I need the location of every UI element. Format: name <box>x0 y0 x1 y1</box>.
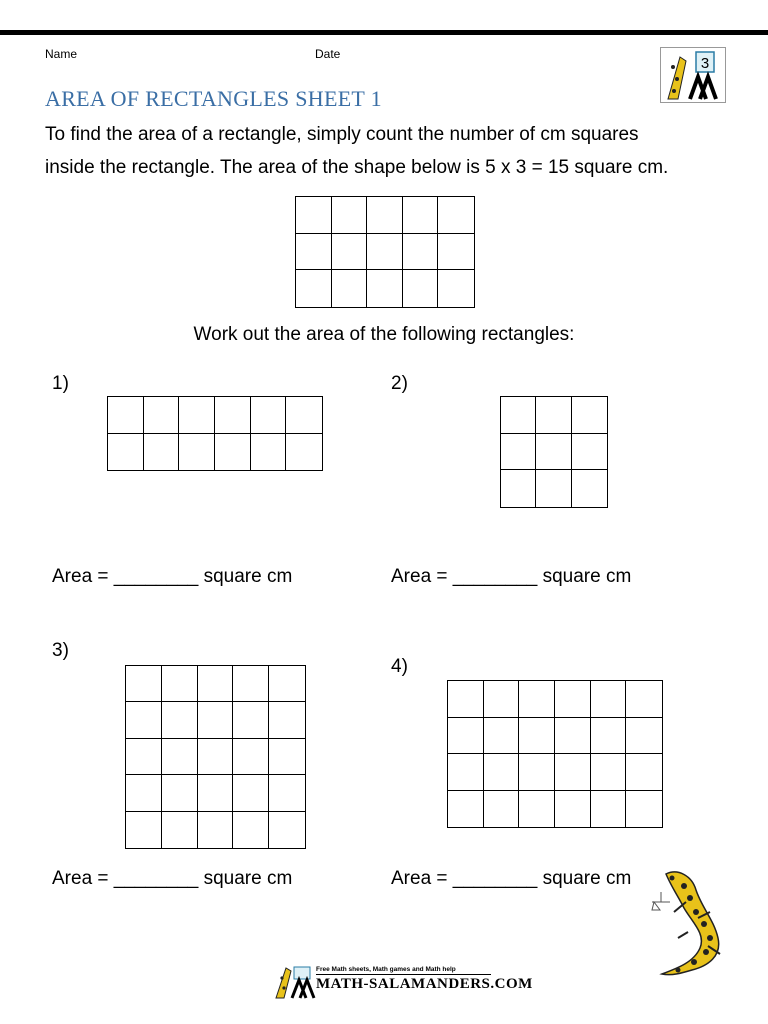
question-1-answer-line[interactable]: Area = ________ square cm <box>52 566 293 587</box>
instruction-text: Work out the area of the following rectangles: <box>193 324 575 345</box>
question-1-grid-cell <box>251 434 287 471</box>
question-1-grid-cell <box>108 397 144 434</box>
question-3-grid-cell <box>162 775 198 811</box>
question-2-grid-cell <box>501 397 536 434</box>
question-4-grid-cell <box>519 754 555 791</box>
date-label: Date <box>315 47 341 61</box>
question-3-grid-cell <box>269 775 305 811</box>
example-grid-cell <box>296 197 332 234</box>
question-1-grid-cell <box>251 397 287 434</box>
question-4-grid-cell <box>591 791 627 828</box>
question-3-grid-cell <box>162 739 198 775</box>
question-3-grid-cell <box>126 812 162 848</box>
question-4-grid-cell <box>448 754 484 791</box>
question-4-grid-cell <box>591 754 627 791</box>
question-3-number: 3) <box>52 640 69 661</box>
example-rectangle-grid <box>295 196 475 308</box>
question-4-grid-cell <box>484 754 520 791</box>
intro-line-1: To find the area of a rectangle, simply count the number of cm squares <box>45 124 639 145</box>
question-4-grid-cell <box>626 791 662 828</box>
question-4-grid-cell <box>591 681 627 718</box>
question-2-grid-cell <box>536 434 571 471</box>
question-4-grid-cell <box>519 791 555 828</box>
question-3-grid-cell <box>233 666 269 702</box>
footer-tagline: Free Math sheets, Math games and Math help <box>316 966 456 973</box>
question-4-grid-cell <box>484 791 520 828</box>
question-2-grid <box>500 396 608 508</box>
question-1-grid-cell <box>144 434 180 471</box>
question-2-grid-cell <box>501 434 536 471</box>
question-4-answer-line[interactable]: Area = ________ square cm <box>391 868 632 889</box>
question-3-grid-cell <box>126 739 162 775</box>
page-title: AREA OF RECTANGLES SHEET 1 <box>45 86 382 111</box>
example-grid-cell <box>296 270 332 307</box>
question-1-grid-cell <box>179 434 215 471</box>
question-4-grid-cell <box>555 681 591 718</box>
question-4-grid-cell <box>484 681 520 718</box>
example-grid-cell <box>438 270 474 307</box>
svg-text:3: 3 <box>700 55 710 72</box>
example-grid-cell <box>438 197 474 234</box>
question-3-answer-line[interactable]: Area = ________ square cm <box>52 868 293 889</box>
question-2-grid-cell <box>572 434 607 471</box>
example-grid-cell <box>367 234 403 271</box>
salamander-mascot-icon <box>648 862 728 980</box>
question-3-grid-cell <box>162 702 198 738</box>
question-1-grid-cell <box>215 397 251 434</box>
example-grid-cell <box>367 270 403 307</box>
question-4-grid-cell <box>555 791 591 828</box>
question-3-grid-cell <box>233 812 269 848</box>
question-2-grid-cell <box>536 470 571 507</box>
question-3-grid-cell <box>126 775 162 811</box>
footer-logo <box>272 964 533 1000</box>
question-4-grid-cell <box>626 754 662 791</box>
question-3-grid-cell <box>162 666 198 702</box>
question-4-grid-cell <box>555 718 591 755</box>
question-4-grid-cell <box>448 718 484 755</box>
question-3-grid-cell <box>269 666 305 702</box>
question-4-grid <box>447 680 663 828</box>
footer-site-name[interactable]: MATH-SALAMANDERS.COM <box>316 976 533 992</box>
question-3-grid-cell <box>269 702 305 738</box>
question-3-grid-cell <box>198 775 234 811</box>
question-4-grid-cell <box>519 681 555 718</box>
question-4-grid-cell <box>448 791 484 828</box>
top-rule <box>0 30 768 35</box>
example-grid-cell <box>296 234 332 271</box>
intro-line-2: inside the rectangle. The area of the shape below is 5 x 3 = 15 square cm. <box>45 157 669 178</box>
question-1-grid-cell <box>286 397 322 434</box>
example-grid-cell <box>403 234 439 271</box>
question-2-answer-line[interactable]: Area = ________ square cm <box>391 566 632 587</box>
question-3-grid-cell <box>126 666 162 702</box>
question-1-grid <box>107 396 323 471</box>
question-4-number: 4) <box>391 656 408 677</box>
intro-text <box>45 118 745 184</box>
question-1-grid-cell <box>144 397 180 434</box>
question-3-grid-cell <box>269 739 305 775</box>
question-2-grid-cell <box>572 397 607 434</box>
question-1-grid-cell <box>215 434 251 471</box>
salamander-badge-icon <box>660 47 726 103</box>
question-1-number: 1) <box>52 373 69 394</box>
question-2-grid-cell <box>501 470 536 507</box>
footer-divider <box>316 974 491 975</box>
salamander-footer-icon <box>272 964 316 1000</box>
example-grid-cell <box>403 197 439 234</box>
question-3-grid-cell <box>162 812 198 848</box>
question-1-grid-cell <box>286 434 322 471</box>
example-grid-cell <box>332 197 368 234</box>
grade-badge-logo <box>660 47 726 108</box>
example-grid-cell <box>438 234 474 271</box>
question-2-grid-cell <box>536 397 571 434</box>
question-4-grid-cell <box>448 681 484 718</box>
question-4-grid-cell <box>519 718 555 755</box>
question-4-grid-cell <box>626 718 662 755</box>
question-3-grid-cell <box>269 812 305 848</box>
name-label: Name <box>45 47 78 61</box>
example-grid-cell <box>332 270 368 307</box>
example-grid-cell <box>332 234 368 271</box>
question-2-number: 2) <box>391 373 408 394</box>
example-grid-cell <box>367 197 403 234</box>
question-3-grid-cell <box>198 702 234 738</box>
question-3-grid <box>125 665 306 849</box>
question-3-grid-cell <box>233 702 269 738</box>
question-3-grid-cell <box>198 739 234 775</box>
example-grid-cell <box>403 270 439 307</box>
question-3-grid-cell <box>233 739 269 775</box>
question-4-grid-cell <box>626 681 662 718</box>
question-4-grid-cell <box>555 754 591 791</box>
question-4-grid-cell <box>484 718 520 755</box>
question-3-grid-cell <box>126 702 162 738</box>
question-1-grid-cell <box>179 397 215 434</box>
question-3-grid-cell <box>198 666 234 702</box>
question-3-grid-cell <box>198 812 234 848</box>
question-1-grid-cell <box>108 434 144 471</box>
question-4-grid-cell <box>591 718 627 755</box>
question-3-grid-cell <box>233 775 269 811</box>
question-2-grid-cell <box>572 470 607 507</box>
